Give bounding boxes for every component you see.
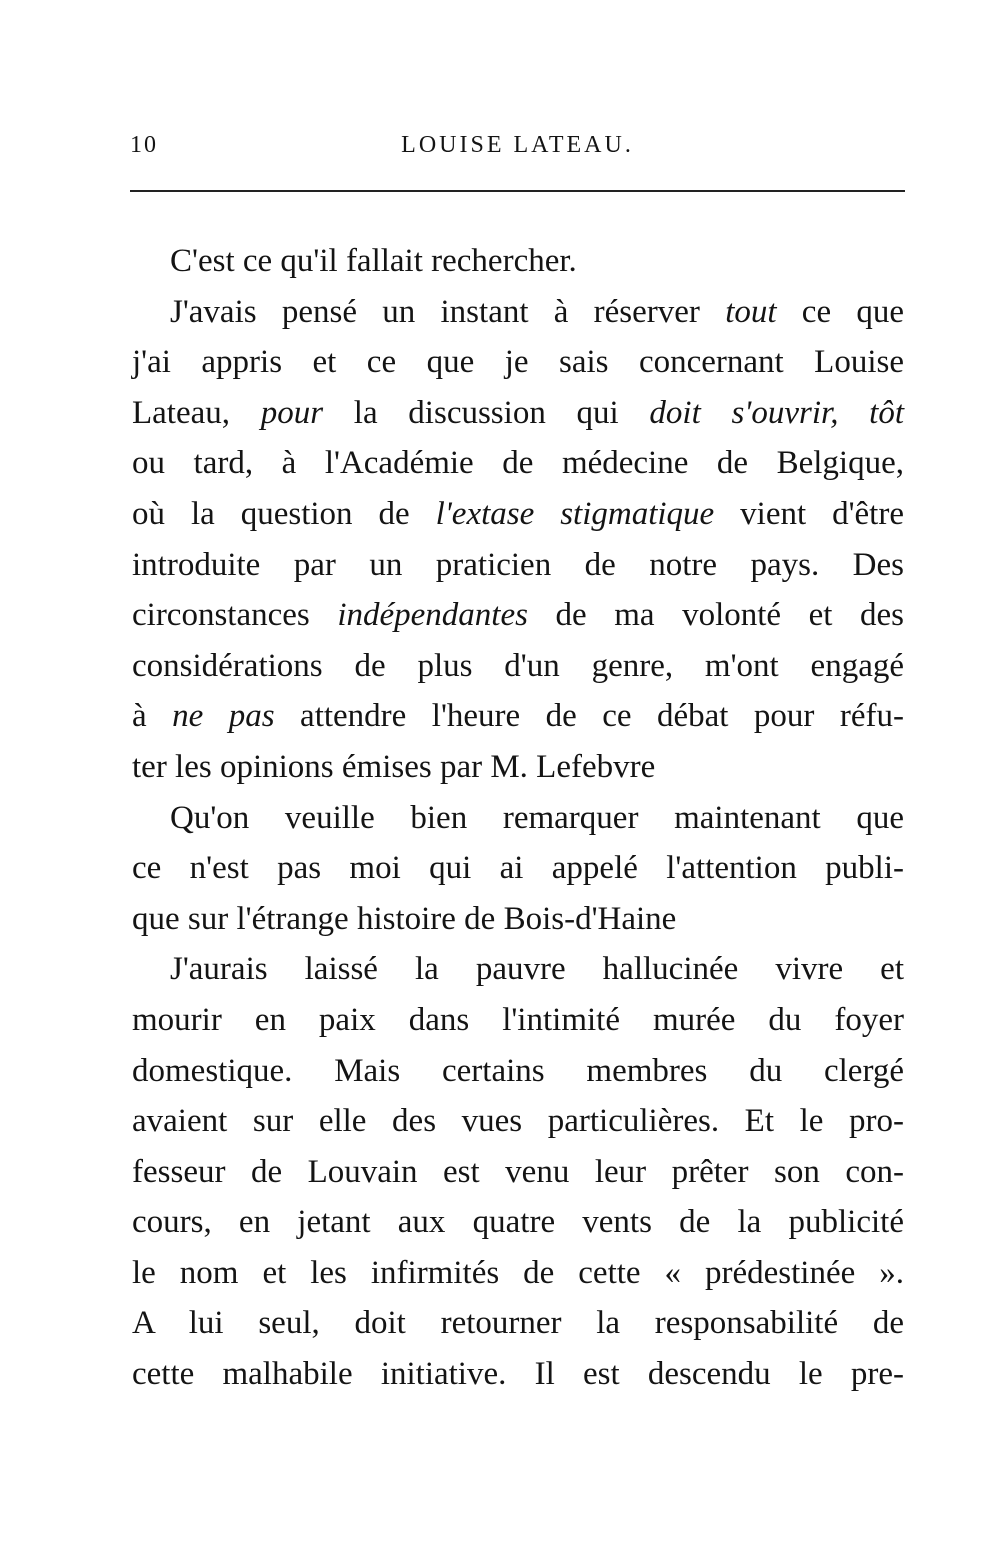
text-line: avaient sur elle des vues particulières. Et le pro- [132,1103,904,1140]
text-line: Lateau, pour la discussion qui doit s'ouvrir, tôt [132,394,904,431]
text-line: à ne pas attendre l'heure de ce débat pour réfu- [132,698,904,735]
text-line: cette malhabile initiative. Il est descendu le pre- [132,1356,904,1393]
running-title: LOUISE LATEAU. [401,132,634,158]
text-line: cours, en jetant aux quatre vents de la publicité [132,1204,904,1241]
text-line: circonstances indépendantes de ma volonté et des [132,597,904,634]
text-line: ter les opinions émises par M. Lefebvre [132,748,656,785]
header-rule [130,190,905,192]
text-line: ce n'est pas moi qui ai appelé l'attention publi- [132,850,904,887]
text-line: le nom et les infirmités de cette « prédestinée ». [132,1254,904,1291]
page-body [132,236,904,1400]
text-line: C'est ce qu'il fallait rechercher. [170,243,577,279]
text-line: introduite par un praticien de notre pays. Des [132,546,904,583]
text-line: que sur l'étrange histoire de Bois-d'Haine [132,900,677,937]
text-line: Qu'on veuille bien remarquer maintenant que [170,799,904,836]
text-line: où la question de l'extase stigmatique vient d'être [132,495,904,532]
text-line: A lui seul, doit retourner la responsabilité de [132,1305,904,1342]
text-line: considérations de plus d'un genre, m'ont engagé [132,647,904,684]
text-line: fesseur de Louvain est venu leur prêter son con- [132,1153,904,1190]
page-number: 10 [130,132,158,158]
text-line: J'aurais laissé la pauvre hallucinée vivre et [170,951,904,988]
text-line: domestique. Mais certains membres du clergé [132,1052,904,1089]
text-line: j'ai appris et ce que je sais concernant Louise [132,344,904,381]
text-line: ou tard, à l'Académie de médecine de Belgique, [132,445,904,482]
text-line: mourir en paix dans l'intimité murée du foyer [132,1001,904,1038]
text-line: J'avais pensé un instant à réserver tout ce que [170,293,904,330]
page-header [130,126,905,166]
